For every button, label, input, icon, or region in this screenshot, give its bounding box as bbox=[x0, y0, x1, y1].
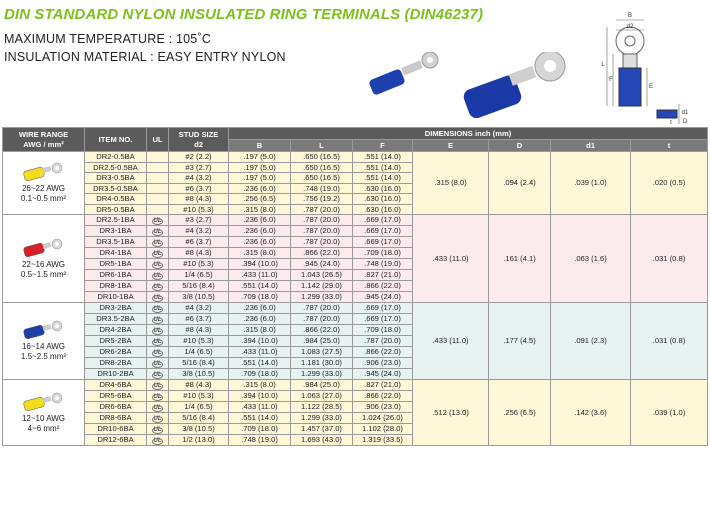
dim-b: .197 (5.0) bbox=[229, 162, 291, 173]
dim-d1: .039 (1.0) bbox=[551, 152, 631, 215]
dim-f: .669 (17.0) bbox=[353, 226, 413, 237]
item-no: DR3-2BA bbox=[85, 303, 147, 314]
dim-l: 1.063 (27.0) bbox=[291, 391, 353, 402]
stud-size: 3/8 (10.5) bbox=[169, 369, 229, 380]
dim-b: .748 (19.0) bbox=[229, 435, 291, 446]
ul-listed-icon: UL bbox=[153, 361, 162, 367]
item-no: DR4-6BA bbox=[85, 380, 147, 391]
dim-b: .551 (14.0) bbox=[229, 358, 291, 369]
dim-l: 1.083 (27.5) bbox=[291, 347, 353, 358]
item-no: DR2-0.5BA bbox=[85, 152, 147, 163]
dim-f: .827 (21.0) bbox=[353, 380, 413, 391]
item-no: DR4-0.5BA bbox=[85, 194, 147, 205]
ul-cell bbox=[147, 194, 169, 205]
dim-f: .945 (24.0) bbox=[353, 369, 413, 380]
table-row bbox=[3, 303, 708, 314]
ul-cell bbox=[147, 325, 169, 336]
awg-range: 12~10 AWG bbox=[21, 413, 66, 423]
header-wire-range: WIRE RANGE AWG / mm² bbox=[3, 128, 85, 152]
stud-size: #3 (2.7) bbox=[169, 215, 229, 226]
dim-l: .787 (20.0) bbox=[291, 226, 353, 237]
item-no: DR10-6BA bbox=[85, 424, 147, 435]
ul-cell bbox=[147, 259, 169, 270]
item-no: DR8-1BA bbox=[85, 281, 147, 292]
dim-e: .433 (11.0) bbox=[413, 215, 489, 303]
ul-cell bbox=[147, 204, 169, 215]
dim-t: .031 (0.8) bbox=[631, 303, 708, 380]
ul-listed-icon: UL bbox=[153, 262, 162, 268]
dim-l: .787 (20.0) bbox=[291, 314, 353, 325]
dim-d: .094 (2.4) bbox=[489, 152, 551, 215]
dim-f: .709 (18.0) bbox=[353, 248, 413, 259]
item-no: DR8-2BA bbox=[85, 358, 147, 369]
dim-b: .433 (11.0) bbox=[229, 402, 291, 413]
item-no: DR10-1BA bbox=[85, 292, 147, 303]
stud-size: 1/2 (13.0) bbox=[169, 435, 229, 446]
insulation-material: INSULATION MATERIAL : EASY ENTRY NYLON bbox=[4, 50, 286, 64]
dim-l: 1.693 (43.0) bbox=[291, 435, 353, 446]
stud-size: 3/8 (10.5) bbox=[169, 424, 229, 435]
stud-size: #10 (5.3) bbox=[169, 204, 229, 215]
dim-d1: .091 (2.3) bbox=[551, 303, 631, 380]
page-title: DIN STANDARD NYLON INSULATED RING TERMINALS (DIN46237) bbox=[4, 6, 484, 23]
ul-listed-icon: UL bbox=[153, 350, 162, 356]
header-stud-size: STUD SIZE d2 bbox=[169, 128, 229, 152]
ul-listed-icon: UL bbox=[153, 251, 162, 257]
dim-l: .650 (16.5) bbox=[291, 162, 353, 173]
dim-f: .945 (24.0) bbox=[353, 292, 413, 303]
ul-listed-icon: UL bbox=[153, 295, 162, 301]
dim-b: .433 (11.0) bbox=[229, 347, 291, 358]
dim-l: 1.142 (29.0) bbox=[291, 281, 353, 292]
ul-listed-icon: UL bbox=[153, 229, 162, 235]
ul-cell bbox=[147, 173, 169, 184]
dim-f: .906 (23.0) bbox=[353, 402, 413, 413]
dim-l: .787 (20.0) bbox=[291, 237, 353, 248]
dim-f: .669 (17.0) bbox=[353, 303, 413, 314]
dim-b: .394 (10.0) bbox=[229, 259, 291, 270]
item-no: DR8-6BA bbox=[85, 413, 147, 424]
awg-range: 22~16 AWG bbox=[21, 259, 66, 269]
ul-cell bbox=[147, 292, 169, 303]
dim-e: .315 (8.0) bbox=[413, 152, 489, 215]
dim-b: .551 (14.0) bbox=[229, 281, 291, 292]
item-no: DR2.5-1BA bbox=[85, 215, 147, 226]
dim-b: .197 (5.0) bbox=[229, 152, 291, 163]
dim-label-e: E bbox=[648, 84, 654, 90]
dim-f: .551 (14.0) bbox=[353, 162, 413, 173]
ul-cell bbox=[147, 347, 169, 358]
dim-f: 1.102 (28.0) bbox=[353, 424, 413, 435]
stud-size: #10 (5.3) bbox=[169, 391, 229, 402]
dim-f: .551 (14.0) bbox=[353, 173, 413, 184]
dim-d1: .063 (1.6) bbox=[551, 215, 631, 303]
ul-cell bbox=[147, 248, 169, 259]
table-row bbox=[3, 152, 708, 163]
item-no: DR5-1BA bbox=[85, 259, 147, 270]
awg-range: 16~14 AWG bbox=[21, 342, 66, 351]
dim-b: .315 (8.0) bbox=[229, 380, 291, 391]
ul-cell bbox=[147, 369, 169, 380]
table-row bbox=[3, 380, 708, 391]
dim-f: .709 (18.0) bbox=[353, 325, 413, 336]
dim-l: .866 (22.0) bbox=[291, 325, 353, 336]
item-no: DR4-2BA bbox=[85, 325, 147, 336]
dim-f: .630 (16.0) bbox=[353, 183, 413, 194]
dim-b: .433 (11.0) bbox=[229, 270, 291, 281]
dim-t: .039 (1.0) bbox=[631, 380, 708, 446]
terminal-photo-large bbox=[461, 52, 565, 120]
dim-b: .709 (18.0) bbox=[229, 424, 291, 435]
ul-cell bbox=[147, 380, 169, 391]
stud-size: #10 (5.3) bbox=[169, 259, 229, 270]
dim-b: .236 (6.0) bbox=[229, 303, 291, 314]
dim-label-f: F bbox=[609, 77, 613, 83]
ul-cell bbox=[147, 314, 169, 325]
dim-l: .984 (25.0) bbox=[291, 380, 353, 391]
header-ul: UL bbox=[147, 128, 169, 152]
header-l: L bbox=[291, 140, 353, 152]
dim-l: 1.299 (33.0) bbox=[291, 369, 353, 380]
terminal-photo-small bbox=[368, 52, 438, 96]
dim-f: 1.319 (33.5) bbox=[353, 435, 413, 446]
ul-cell bbox=[147, 424, 169, 435]
ul-listed-icon: UL bbox=[153, 339, 162, 345]
dim-label-b: B bbox=[627, 13, 633, 19]
dim-f: .630 (16.0) bbox=[353, 204, 413, 215]
dim-d: .256 (6.5) bbox=[489, 380, 551, 446]
stud-size: 5/16 (8.4) bbox=[169, 358, 229, 369]
dim-label-l: L bbox=[601, 62, 605, 68]
header-t: t bbox=[631, 140, 708, 152]
product-photos bbox=[360, 52, 575, 122]
dim-label-d2: d2 bbox=[626, 24, 634, 30]
dim-l: 1.181 (30.0) bbox=[291, 358, 353, 369]
dim-f: 1.024 (26.0) bbox=[353, 413, 413, 424]
dim-f: .866 (22.0) bbox=[353, 391, 413, 402]
dim-l: 1.043 (26.5) bbox=[291, 270, 353, 281]
dim-b: .236 (6.0) bbox=[229, 226, 291, 237]
dim-b: .551 (14.0) bbox=[229, 413, 291, 424]
dim-f: .906 (23.0) bbox=[353, 358, 413, 369]
ul-cell bbox=[147, 237, 169, 248]
header-e: E bbox=[413, 140, 489, 152]
item-no: DR12-6BA bbox=[85, 435, 147, 446]
stud-size: #10 (5.3) bbox=[169, 336, 229, 347]
dim-l: 1.299 (33.0) bbox=[291, 413, 353, 424]
terminal-color-icon bbox=[22, 320, 66, 340]
dim-l: .650 (16.5) bbox=[291, 173, 353, 184]
dim-l: .984 (25.0) bbox=[291, 336, 353, 347]
header-f: F bbox=[353, 140, 413, 152]
stud-size: #8 (4.3) bbox=[169, 380, 229, 391]
ul-cell bbox=[147, 270, 169, 281]
dim-b: .256 (6.5) bbox=[229, 194, 291, 205]
stud-size: 3/8 (10.5) bbox=[169, 292, 229, 303]
dim-t: .020 (0.5) bbox=[631, 152, 708, 215]
dim-e: .512 (13.0) bbox=[413, 380, 489, 446]
ul-cell bbox=[147, 281, 169, 292]
header-item-no: ITEM NO. bbox=[85, 128, 147, 152]
awg-range: 26~22 AWG bbox=[21, 184, 66, 193]
ul-listed-icon: UL bbox=[153, 416, 162, 422]
stud-size: #8 (4.3) bbox=[169, 248, 229, 259]
dim-b: .236 (6.0) bbox=[229, 183, 291, 194]
ul-cell bbox=[147, 402, 169, 413]
ul-cell bbox=[147, 358, 169, 369]
ul-cell bbox=[147, 215, 169, 226]
stud-size: #8 (4.3) bbox=[169, 194, 229, 205]
stud-size: #8 (4.3) bbox=[169, 325, 229, 336]
dim-l: .756 (19.2) bbox=[291, 194, 353, 205]
item-no: DR10-2BA bbox=[85, 369, 147, 380]
ul-listed-icon: UL bbox=[153, 240, 162, 246]
stud-size: #4 (3.2) bbox=[169, 173, 229, 184]
ul-listed-icon: UL bbox=[153, 372, 162, 378]
ul-cell bbox=[147, 303, 169, 314]
dim-b: .315 (8.0) bbox=[229, 248, 291, 259]
ul-listed-icon: UL bbox=[153, 328, 162, 334]
ul-listed-icon: UL bbox=[153, 218, 162, 224]
dim-f: .669 (17.0) bbox=[353, 237, 413, 248]
dim-t: .031 (0.8) bbox=[631, 215, 708, 303]
stud-size: #2 (2.2) bbox=[169, 152, 229, 163]
stud-size: #4 (3.2) bbox=[169, 226, 229, 237]
dim-l: .787 (20.0) bbox=[291, 303, 353, 314]
dim-b: .394 (10.0) bbox=[229, 336, 291, 347]
dimension-drawing bbox=[585, 6, 705, 126]
ul-cell bbox=[147, 226, 169, 237]
header-d1: d1 bbox=[551, 140, 631, 152]
dim-f: .669 (17.0) bbox=[353, 215, 413, 226]
item-no: DR3-0.5BA bbox=[85, 173, 147, 184]
dim-l: 1.299 (33.0) bbox=[291, 292, 353, 303]
ul-cell bbox=[147, 183, 169, 194]
dim-d1: .142 (3.6) bbox=[551, 380, 631, 446]
dim-label-t: t bbox=[670, 120, 672, 126]
item-no: DR6-1BA bbox=[85, 270, 147, 281]
item-no: DR4-1BA bbox=[85, 248, 147, 259]
dim-d: .177 (4.5) bbox=[489, 303, 551, 380]
stud-size: #6 (3.7) bbox=[169, 183, 229, 194]
dim-l: 1.457 (37.0) bbox=[291, 424, 353, 435]
item-no: DR6-6BA bbox=[85, 402, 147, 413]
item-no: DR3.5-2BA bbox=[85, 314, 147, 325]
stud-size: 1/4 (6.5) bbox=[169, 270, 229, 281]
dim-f: .866 (22.0) bbox=[353, 347, 413, 358]
dim-l: .787 (20.0) bbox=[291, 215, 353, 226]
dim-f: .551 (14.0) bbox=[353, 152, 413, 163]
item-no: DR2.5-0.5BA bbox=[85, 162, 147, 173]
stud-size: #6 (3.7) bbox=[169, 314, 229, 325]
ul-cell bbox=[147, 152, 169, 163]
dim-b: .197 (5.0) bbox=[229, 173, 291, 184]
dim-f: .669 (17.0) bbox=[353, 314, 413, 325]
stud-size: #4 (3.2) bbox=[169, 303, 229, 314]
wire-range-cell bbox=[3, 380, 85, 446]
dim-b: .236 (6.0) bbox=[229, 215, 291, 226]
dim-b: .315 (8.0) bbox=[229, 204, 291, 215]
dim-l: 1.122 (28.5) bbox=[291, 402, 353, 413]
ul-listed-icon: UL bbox=[153, 317, 162, 323]
wire-range-cell bbox=[3, 215, 85, 303]
header-d: D bbox=[489, 140, 551, 152]
dim-b: .394 (10.0) bbox=[229, 391, 291, 402]
item-no: DR5-2BA bbox=[85, 336, 147, 347]
header-b: B bbox=[229, 140, 291, 152]
header-dimensions: DIMENSIONS inch (mm) bbox=[229, 128, 708, 140]
ul-listed-icon: UL bbox=[153, 284, 162, 290]
dim-f: .748 (19.0) bbox=[353, 259, 413, 270]
item-no: DR3.5-0.5BA bbox=[85, 183, 147, 194]
dim-l: .650 (16.5) bbox=[291, 152, 353, 163]
item-no: DR6-2BA bbox=[85, 347, 147, 358]
wire-range-cell bbox=[3, 152, 85, 215]
ul-listed-icon: UL bbox=[153, 306, 162, 312]
ul-cell bbox=[147, 413, 169, 424]
dim-l: .866 (22.0) bbox=[291, 248, 353, 259]
dim-f: .866 (22.0) bbox=[353, 281, 413, 292]
dim-e: .433 (11.0) bbox=[413, 303, 489, 380]
item-no: DR5-0.5BA bbox=[85, 204, 147, 215]
mm-range: 1.5~2.5 mm² bbox=[20, 352, 67, 361]
stud-size: 5/16 (8.4) bbox=[169, 413, 229, 424]
item-no: DR5-6BA bbox=[85, 391, 147, 402]
dim-b: .236 (6.0) bbox=[229, 237, 291, 248]
mm-range: 0.1~0.5 mm² bbox=[20, 194, 67, 203]
ul-listed-icon: UL bbox=[153, 273, 162, 279]
ul-cell bbox=[147, 435, 169, 446]
ul-listed-icon: UL bbox=[153, 438, 162, 444]
dim-l: .748 (19.0) bbox=[291, 183, 353, 194]
dim-l: .787 (20.0) bbox=[291, 204, 353, 215]
terminal-color-icon bbox=[22, 238, 66, 258]
stud-size: #3 (2.7) bbox=[169, 162, 229, 173]
mm-range: 4~6 mm² bbox=[27, 423, 60, 433]
ul-listed-icon: UL bbox=[153, 427, 162, 433]
ul-listed-icon: UL bbox=[153, 383, 162, 389]
dim-b: .709 (18.0) bbox=[229, 292, 291, 303]
stud-size: 1/4 (6.5) bbox=[169, 402, 229, 413]
dim-b: .709 (18.0) bbox=[229, 369, 291, 380]
ul-listed-icon: UL bbox=[153, 405, 162, 411]
ul-cell bbox=[147, 336, 169, 347]
dim-label-d: D bbox=[682, 119, 688, 125]
dim-l: .945 (24.0) bbox=[291, 259, 353, 270]
stud-size: 1/4 (6.5) bbox=[169, 347, 229, 358]
dim-f: .827 (21.0) bbox=[353, 270, 413, 281]
table-row bbox=[3, 215, 708, 226]
dim-f: .630 (16.0) bbox=[353, 194, 413, 205]
ul-listed-icon: UL bbox=[153, 394, 162, 400]
dim-b: .315 (8.0) bbox=[229, 325, 291, 336]
specification-table bbox=[2, 127, 708, 446]
stud-size: #6 (3.7) bbox=[169, 237, 229, 248]
dim-b: .236 (6.0) bbox=[229, 314, 291, 325]
terminal-color-icon bbox=[22, 162, 66, 182]
dim-f: .787 (20.0) bbox=[353, 336, 413, 347]
ul-cell bbox=[147, 162, 169, 173]
ul-cell bbox=[147, 391, 169, 402]
max-temperature: MAXIMUM TEMPERATURE : 105˚C bbox=[4, 32, 212, 46]
item-no: DR3-1BA bbox=[85, 226, 147, 237]
mm-range: 0.5~1.5 mm² bbox=[20, 269, 67, 279]
item-no: DR3.5-1BA bbox=[85, 237, 147, 248]
dim-label-d1: d1 bbox=[681, 110, 689, 116]
wire-range-cell bbox=[3, 303, 85, 380]
dim-d: .161 (4.1) bbox=[489, 215, 551, 303]
stud-size: 5/16 (8.4) bbox=[169, 281, 229, 292]
terminal-color-icon bbox=[22, 392, 66, 412]
